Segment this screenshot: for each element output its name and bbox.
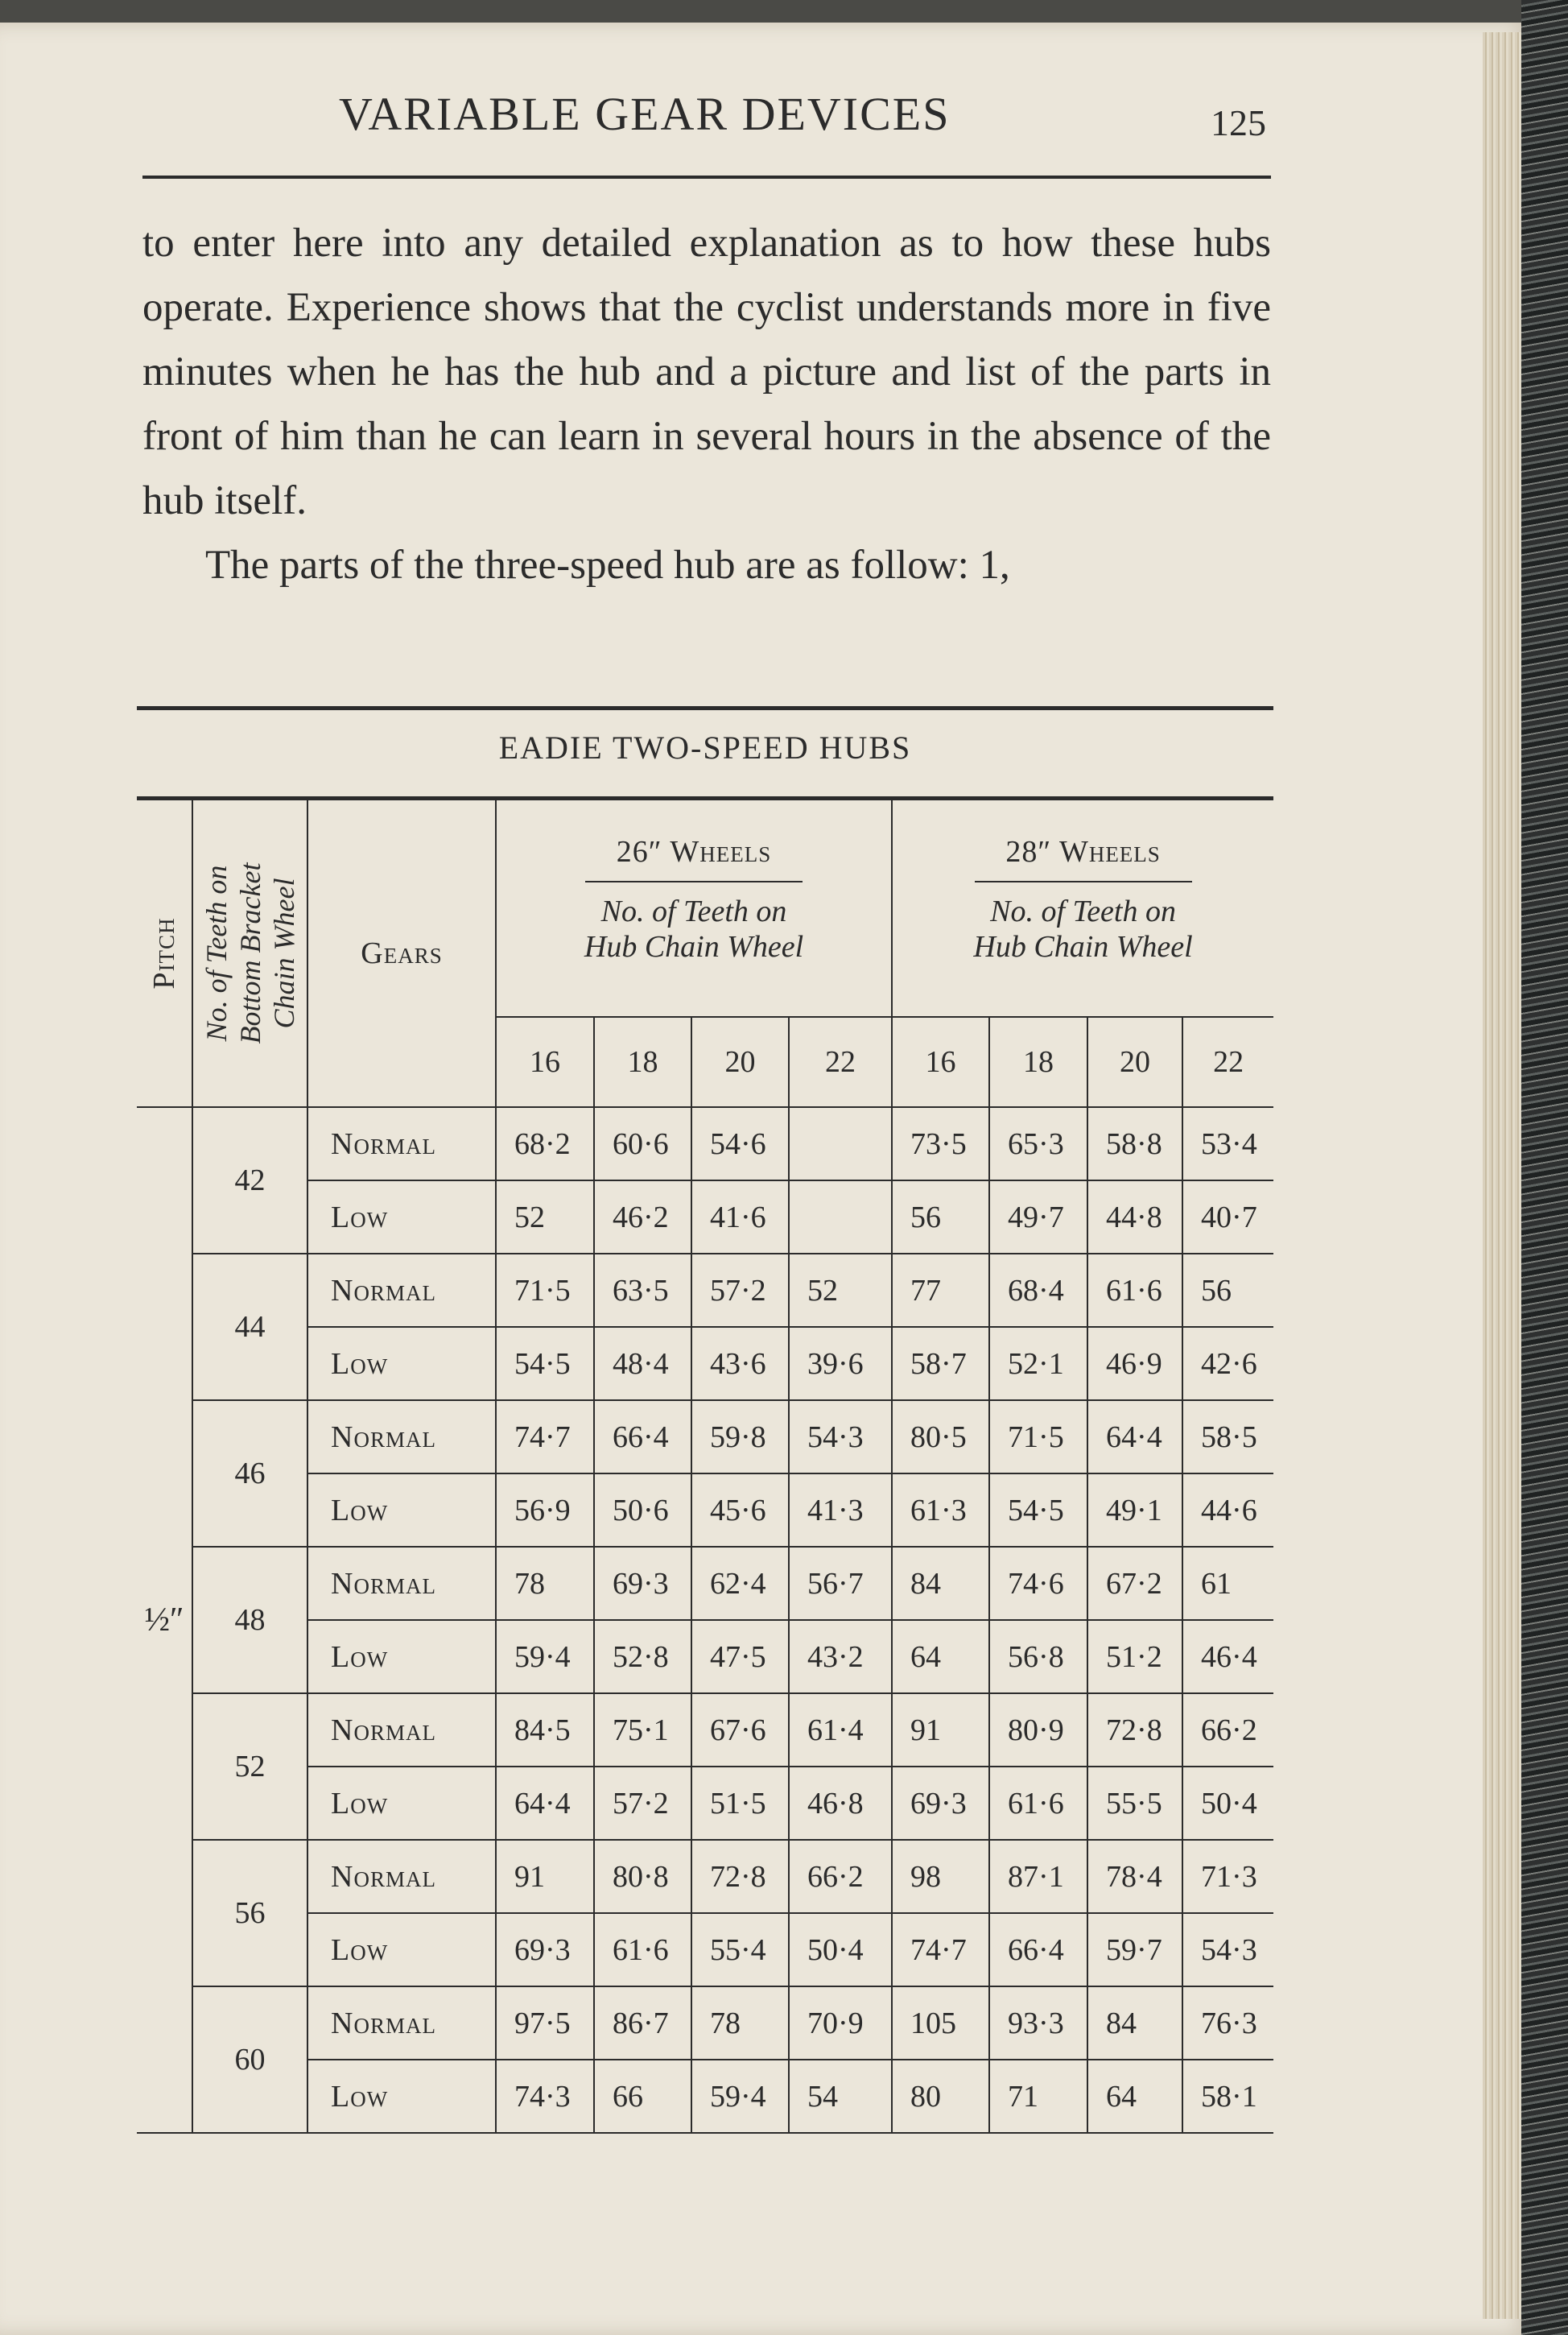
gear-value: 43·6 xyxy=(691,1327,789,1400)
gear-value: 66 xyxy=(594,2060,691,2133)
wheel-28-title: 28″ Wheels xyxy=(1005,835,1161,869)
gear-value: 71·3 xyxy=(1182,1840,1273,1913)
gear-value: 48·4 xyxy=(594,1327,691,1400)
gear-value: 56·9 xyxy=(496,1473,594,1547)
wheel-28-sub-line-2: Hub Chain Wheel xyxy=(973,930,1193,964)
table-row xyxy=(137,1986,1273,2060)
gear-value: 68·2 xyxy=(496,1107,594,1180)
table-row xyxy=(137,1767,1273,1840)
gear-label-normal: Normal xyxy=(307,1547,496,1620)
running-header xyxy=(142,87,1269,151)
teeth-header-26-16: 16 xyxy=(496,1017,594,1107)
gear-label-normal: Normal xyxy=(307,1693,496,1767)
gear-value: 80·5 xyxy=(892,1400,989,1473)
gear-value: 86·7 xyxy=(594,1986,691,2060)
gear-value: 54·5 xyxy=(989,1473,1087,1547)
gear-value: 42·6 xyxy=(1182,1327,1273,1400)
gear-value: 59·4 xyxy=(691,2060,789,2133)
gear-value: 51·2 xyxy=(1087,1620,1182,1693)
table-row xyxy=(137,1473,1273,1547)
gear-value: 54·3 xyxy=(789,1400,892,1473)
gear-value: 64 xyxy=(1087,2060,1182,2133)
gear-value: 84 xyxy=(1087,1986,1182,2060)
bracket-header-line-2: Bottom Bracket xyxy=(233,862,266,1044)
table-row xyxy=(137,1180,1273,1254)
gear-value: 84 xyxy=(892,1547,989,1620)
teeth-header-26-22: 22 xyxy=(789,1017,892,1107)
bracket-teeth: 46 xyxy=(192,1400,307,1547)
gear-value: 75·1 xyxy=(594,1693,691,1767)
gear-label-low: Low xyxy=(307,1913,496,1986)
teeth-header-28-18: 18 xyxy=(989,1017,1087,1107)
gear-value: 39·6 xyxy=(789,1327,892,1400)
gear-value: 61·3 xyxy=(892,1473,989,1547)
gear-label-low: Low xyxy=(307,2060,496,2133)
table-top-rule xyxy=(137,706,1273,710)
book-binding xyxy=(1521,0,1568,2335)
gear-value: 80·9 xyxy=(989,1693,1087,1767)
teeth-header-28-22: 22 xyxy=(1182,1017,1273,1107)
table-row xyxy=(137,1840,1273,1913)
gear-value: 59·8 xyxy=(691,1400,789,1473)
table-row xyxy=(137,1107,1273,1180)
gear-value: 66·2 xyxy=(789,1840,892,1913)
bracket-teeth: 42 xyxy=(192,1107,307,1254)
gear-value: 52 xyxy=(496,1180,594,1254)
table-row xyxy=(137,1254,1273,1327)
wheel-28-rule xyxy=(975,881,1192,882)
gear-label-low: Low xyxy=(307,1767,496,1840)
gear-value xyxy=(789,1107,892,1180)
page-number: 125 xyxy=(1211,102,1266,143)
gear-value: 49·1 xyxy=(1087,1473,1182,1547)
gear-value: 61·6 xyxy=(989,1767,1087,1840)
gear-value: 91 xyxy=(892,1693,989,1767)
wheel-26-title: 26″ Wheels xyxy=(616,835,772,869)
gear-value: 61·4 xyxy=(789,1693,892,1767)
gear-value: 46·9 xyxy=(1087,1327,1182,1400)
gear-table xyxy=(137,799,1273,2134)
gear-value: 40·7 xyxy=(1182,1180,1273,1254)
gear-value: 64·4 xyxy=(1087,1400,1182,1473)
gear-value: 105 xyxy=(892,1986,989,2060)
gear-value: 43·2 xyxy=(789,1620,892,1693)
gear-value: 55·5 xyxy=(1087,1767,1182,1840)
gear-value: 84·5 xyxy=(496,1693,594,1767)
gear-value: 61·6 xyxy=(594,1913,691,1986)
gear-value: 41·3 xyxy=(789,1473,892,1547)
gear-value: 59·4 xyxy=(496,1620,594,1693)
gear-value: 69·3 xyxy=(594,1547,691,1620)
gear-value: 74·7 xyxy=(892,1913,989,1986)
gear-table-body xyxy=(137,1107,1273,2133)
gear-value: 52·8 xyxy=(594,1620,691,1693)
gear-value xyxy=(789,1180,892,1254)
gear-value: 63·5 xyxy=(594,1254,691,1327)
gear-value: 58·8 xyxy=(1087,1107,1182,1180)
gear-label-normal: Normal xyxy=(307,1107,496,1180)
bracket-header-label xyxy=(200,863,301,1044)
bracket-teeth: 60 xyxy=(192,1986,307,2133)
gear-value: 70·9 xyxy=(789,1986,892,2060)
gear-value: 67·6 xyxy=(691,1693,789,1767)
table-row xyxy=(137,1693,1273,1767)
gear-label-low: Low xyxy=(307,1473,496,1547)
table-row xyxy=(137,1400,1273,1473)
gear-value: 61 xyxy=(1182,1547,1273,1620)
wheel-26-sub-line-1: No. of Teeth on xyxy=(600,895,787,928)
gear-label-low: Low xyxy=(307,1620,496,1693)
gear-value: 65·3 xyxy=(989,1107,1087,1180)
table-row xyxy=(137,1327,1273,1400)
gear-value: 74·6 xyxy=(989,1547,1087,1620)
running-title: VARIABLE GEAR DEVICES xyxy=(339,88,951,140)
header-rule xyxy=(142,176,1271,179)
gear-value: 54·3 xyxy=(1182,1913,1273,1986)
gear-value: 62·4 xyxy=(691,1547,789,1620)
gear-value: 54·6 xyxy=(691,1107,789,1180)
gear-value: 72·8 xyxy=(691,1840,789,1913)
gear-value: 78 xyxy=(496,1547,594,1620)
gear-value: 47·5 xyxy=(691,1620,789,1693)
bracket-header xyxy=(192,800,307,1107)
gear-value: 51·5 xyxy=(691,1767,789,1840)
teeth-header-28-20: 20 xyxy=(1087,1017,1182,1107)
gear-value: 80 xyxy=(892,2060,989,2133)
gear-value: 60·6 xyxy=(594,1107,691,1180)
gear-value: 58·5 xyxy=(1182,1400,1273,1473)
pitch-value: ½″ xyxy=(137,1107,192,2133)
wheel-28-sub-line-1: No. of Teeth on xyxy=(990,895,1176,928)
gear-value: 46·8 xyxy=(789,1767,892,1840)
gear-value: 66·4 xyxy=(989,1913,1087,1986)
bracket-header-line-3: Chain Wheel xyxy=(267,878,300,1029)
gear-value: 54 xyxy=(789,2060,892,2133)
gear-value: 58·7 xyxy=(892,1327,989,1400)
teeth-header-26-20: 20 xyxy=(691,1017,789,1107)
gear-label-normal: Normal xyxy=(307,1400,496,1473)
table-title: EADIE TWO-SPEED HUBS xyxy=(498,729,912,766)
gear-value: 52 xyxy=(789,1254,892,1327)
gear-label-normal: Normal xyxy=(307,1986,496,2060)
gear-value: 66·2 xyxy=(1182,1693,1273,1767)
gear-value: 64·4 xyxy=(496,1767,594,1840)
gears-header: Gears xyxy=(307,800,496,1107)
teeth-header-28-16: 16 xyxy=(892,1017,989,1107)
gear-value: 77 xyxy=(892,1254,989,1327)
gear-value: 71·5 xyxy=(496,1254,594,1327)
gear-value: 72·8 xyxy=(1087,1693,1182,1767)
gear-value: 56 xyxy=(1182,1254,1273,1327)
gear-value: 98 xyxy=(892,1840,989,1913)
gear-value: 50·6 xyxy=(594,1473,691,1547)
bracket-teeth: 44 xyxy=(192,1254,307,1400)
gear-value: 71·5 xyxy=(989,1400,1087,1473)
table-row xyxy=(137,1620,1273,1693)
gear-value: 76·3 xyxy=(1182,1986,1273,2060)
gear-value: 44·6 xyxy=(1182,1473,1273,1547)
gear-label-low: Low xyxy=(307,1180,496,1254)
gear-label-normal: Normal xyxy=(307,1840,496,1913)
table-row xyxy=(137,1913,1273,1986)
gear-value: 78 xyxy=(691,1986,789,2060)
wheel-26-header xyxy=(496,800,892,1017)
gear-value: 73·5 xyxy=(892,1107,989,1180)
gear-value: 61·6 xyxy=(1087,1254,1182,1327)
gear-value: 80·8 xyxy=(594,1840,691,1913)
page-edges xyxy=(1483,32,1525,2319)
table-row xyxy=(137,2060,1273,2133)
gear-label-normal: Normal xyxy=(307,1254,496,1327)
gear-label-low: Low xyxy=(307,1327,496,1400)
gear-value: 74·3 xyxy=(496,2060,594,2133)
pitch-header xyxy=(137,800,192,1107)
paragraph-1: to enter here into any detailed explanation as to how these hubs operate. Experience shows that the cyclist understands more in five minutes when he has the hub and a picture and list of the parts in front of him than he can learn in several hours in the absence of the hub itself. xyxy=(142,221,1271,523)
gear-value: 56·7 xyxy=(789,1547,892,1620)
gear-value: 59·7 xyxy=(1087,1913,1182,1986)
teeth-header-26-18: 18 xyxy=(594,1017,691,1107)
pitch-header-label: Pitch xyxy=(147,917,181,990)
gear-value: 54·5 xyxy=(496,1327,594,1400)
gear-value: 45·6 xyxy=(691,1473,789,1547)
gear-value: 56·8 xyxy=(989,1620,1087,1693)
gear-value: 69·3 xyxy=(892,1767,989,1840)
gear-value: 74·7 xyxy=(496,1400,594,1473)
bracket-teeth: 52 xyxy=(192,1693,307,1840)
gear-value: 57·2 xyxy=(594,1767,691,1840)
wheel-26-sub-line-2: Hub Chain Wheel xyxy=(584,930,804,964)
gear-value: 64 xyxy=(892,1620,989,1693)
bracket-header-line-1: No. of Teeth on xyxy=(200,865,233,1042)
gear-value: 46·2 xyxy=(594,1180,691,1254)
gear-value: 93·3 xyxy=(989,1986,1087,2060)
body-text xyxy=(142,211,1271,597)
gear-value: 50·4 xyxy=(789,1913,892,1986)
gear-value: 50·4 xyxy=(1182,1767,1273,1840)
gear-value: 49·7 xyxy=(989,1180,1087,1254)
bracket-teeth: 56 xyxy=(192,1840,307,1986)
gear-value: 67·2 xyxy=(1087,1547,1182,1620)
gear-value: 44·8 xyxy=(1087,1180,1182,1254)
gear-value: 91 xyxy=(496,1840,594,1913)
wheel-26-rule xyxy=(585,881,803,882)
gear-value: 66·4 xyxy=(594,1400,691,1473)
gear-value: 68·4 xyxy=(989,1254,1087,1327)
gear-value: 46·4 xyxy=(1182,1620,1273,1693)
bracket-teeth: 48 xyxy=(192,1547,307,1693)
gear-value: 97·5 xyxy=(496,1986,594,2060)
gear-value: 57·2 xyxy=(691,1254,789,1327)
gear-value: 71 xyxy=(989,2060,1087,2133)
gear-value: 69·3 xyxy=(496,1913,594,1986)
gear-value: 56 xyxy=(892,1180,989,1254)
gear-value: 41·6 xyxy=(691,1180,789,1254)
gear-value: 53·4 xyxy=(1182,1107,1273,1180)
gear-value: 55·4 xyxy=(691,1913,789,1986)
wheel-28-header xyxy=(892,800,1273,1017)
gear-value: 52·1 xyxy=(989,1327,1087,1400)
gear-value: 58·1 xyxy=(1182,2060,1273,2133)
gear-value: 78·4 xyxy=(1087,1840,1182,1913)
paragraph-2: The parts of the three-speed hub are as follow: 1, xyxy=(205,543,1010,588)
gear-value: 87·1 xyxy=(989,1840,1087,1913)
table-row xyxy=(137,1547,1273,1620)
